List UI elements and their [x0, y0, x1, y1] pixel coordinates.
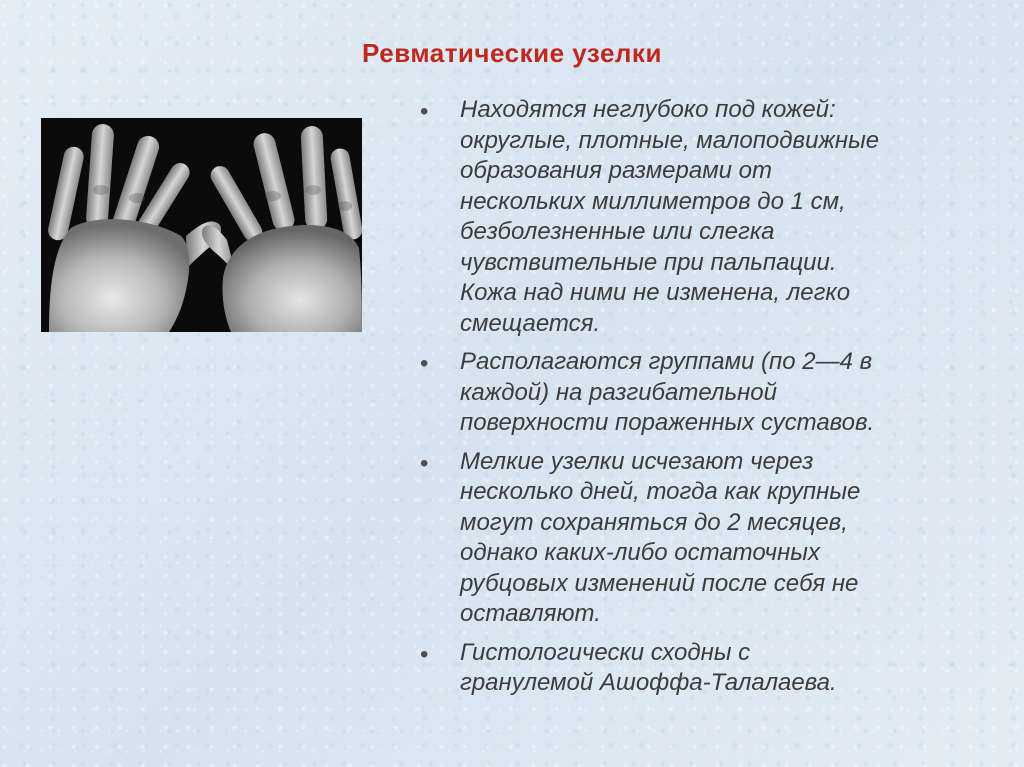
bullet-text-line: поверхности пораженных суставов.: [460, 409, 875, 436]
bullet-text-line: каждой) на разгибательной: [460, 378, 777, 406]
bullet-text-line: рубцовых изменений после себя не: [460, 569, 859, 597]
bullet-text-line: гранулемой Ашоффа-Талалаева.: [460, 669, 837, 696]
bullet-text-line: Кожа над ними не изменена, легко: [460, 279, 851, 306]
bullet-item: [420, 347, 1000, 439]
bullet-item: [420, 95, 1000, 339]
bullet-text-line: смещается.: [460, 309, 601, 337]
bullet-marker: •: [420, 640, 429, 668]
bullet-text-line: нескольких миллиметров до 1 см,: [460, 187, 846, 215]
bullet-text-line: Располагаются группами (по 2—4 в: [460, 348, 873, 375]
bullet-text-line: Мелкие узелки исчезают через: [460, 447, 814, 475]
bullet-text-line: Находятся неглубоко под кожей:: [460, 96, 836, 123]
bullet-text-line: однако каких-либо остаточных: [460, 539, 820, 566]
bullet-text-line: образования размерами от: [460, 157, 772, 184]
bullet-list: [420, 95, 1000, 707]
bullet-text-line: округлые, плотные, малоподвижные: [460, 126, 880, 154]
bullet-item: [420, 638, 1000, 699]
slide-title: Ревматические узелки: [362, 38, 662, 68]
bullet-item: [420, 447, 1000, 630]
bullet-text-line: Гистологически сходны с: [460, 638, 751, 666]
bullet-text-line: чувствительные при пальпации.: [460, 248, 837, 276]
bullet-marker: •: [420, 98, 429, 125]
hands-photo: [41, 118, 362, 332]
bullet-text-line: могут сохраняться до 2 месяцев,: [460, 508, 848, 536]
bullet-text-line: безболезненные или слегка: [460, 218, 775, 245]
bullet-marker: •: [420, 350, 429, 377]
bullet-marker: •: [420, 449, 429, 477]
bullet-text-line: оставляют.: [460, 600, 601, 627]
bullet-text-line: несколько дней, тогда как крупные: [460, 478, 861, 505]
